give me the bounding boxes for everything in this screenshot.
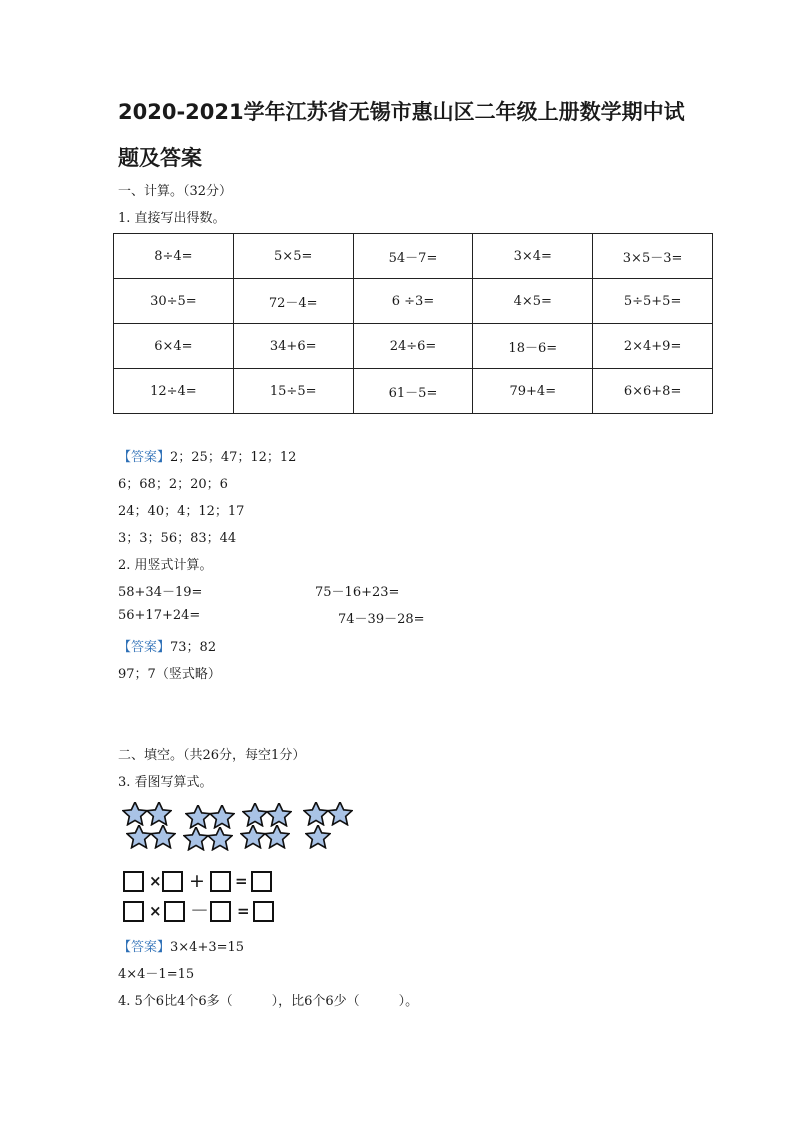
star-icon: [209, 805, 235, 829]
section2-heading: 二、填空。（共26分，每空1分）: [118, 748, 306, 763]
calc-cell: 5×5=: [233, 234, 353, 279]
calc-row: [114, 369, 713, 414]
multiply-sign: ×: [149, 872, 162, 890]
page-title-line1: 2020-2021学年江苏省无锡市惠山区二年级上册数学期中试: [118, 100, 685, 124]
answer-tag: 【答案】: [118, 450, 171, 465]
page-title-line2: 题及答案: [118, 146, 202, 170]
calc-cell: 6×4=: [114, 324, 234, 369]
star-icon: [150, 825, 176, 849]
star-icon: [207, 827, 233, 851]
star-icon: [266, 803, 292, 827]
q3-answer-line: 4×4－1=15: [118, 967, 195, 982]
minus-sign: －: [190, 900, 210, 922]
answer-box[interactable]: [210, 871, 231, 892]
calc-cell: 30÷5=: [114, 279, 234, 324]
q2-item: 75－16+23=: [315, 585, 400, 600]
answer-box[interactable]: [123, 871, 144, 892]
q1-answer-line: [118, 446, 296, 465]
multiply-sign: ×: [149, 902, 162, 920]
q1-prompt: 1. 直接写出得数。: [118, 211, 226, 226]
q1-answer-line: 3；3；56；83；44: [118, 531, 237, 546]
calc-cell: 79+4=: [473, 369, 593, 414]
answer-box[interactable]: [210, 901, 231, 922]
q2-answer-line: [118, 636, 216, 655]
section1-heading: 一、计算。（32分）: [118, 184, 233, 199]
calc-cell: 34+6=: [233, 324, 353, 369]
q4-prompt: 4. 5个6比4个6多（ ），比6个6少（ ）。: [118, 994, 419, 1009]
star-icon: [183, 827, 209, 851]
star-icon: [327, 802, 353, 826]
star-icon: [264, 825, 290, 849]
q3-prompt: 3. 看图写算式。: [118, 775, 213, 790]
star-icon: [185, 805, 211, 829]
star-icon: [305, 825, 331, 849]
calc-cell: 3×4=: [473, 234, 593, 279]
q2-answer-line: 97；7（竖式略）: [118, 667, 221, 682]
answer-tag: 【答案】: [118, 640, 171, 655]
star-icon: [146, 802, 172, 826]
plus-sign: +: [189, 870, 205, 892]
answer-box[interactable]: [253, 901, 274, 922]
equals-sign: =: [235, 872, 248, 890]
q3-answer-line: [118, 936, 244, 955]
calc-row: [114, 324, 713, 369]
answer-text: 73；82: [170, 640, 217, 655]
calc-cell: 18－6=: [473, 324, 593, 369]
answer-box[interactable]: [162, 871, 183, 892]
q2-item: 74－39－28=: [338, 612, 425, 627]
calc-cell: 4×5=: [473, 279, 593, 324]
q1-answer-line: 6；68；2；20；6: [118, 477, 228, 492]
calc-cell: 24÷6=: [353, 324, 473, 369]
answer-text: 3×4+3=15: [170, 940, 245, 955]
q2-prompt: 2. 用竖式计算。: [118, 558, 213, 573]
calc-cell: 72－4=: [233, 279, 353, 324]
calc-cell: 3×5－3=: [593, 234, 713, 279]
star-icon: [240, 825, 266, 849]
calc-cell: 2×4+9=: [593, 324, 713, 369]
calc-cell: 12÷4=: [114, 369, 234, 414]
star-icon: [122, 802, 148, 826]
star-icon: [303, 802, 329, 826]
calc-cell: 5÷5+5=: [593, 279, 713, 324]
calc-row: [114, 234, 713, 279]
calc-cell: 61－5=: [353, 369, 473, 414]
calc-cell: 15÷5=: [233, 369, 353, 414]
star-icon: [242, 803, 268, 827]
answer-box[interactable]: [164, 901, 185, 922]
calc-cell: 6 ÷3=: [353, 279, 473, 324]
calc-table: [113, 233, 713, 414]
answer-text: 2；25；47；12；12: [170, 450, 297, 465]
calc-row: [114, 279, 713, 324]
equals-sign: =: [237, 902, 250, 920]
q2-item: 58+34－19=: [118, 585, 203, 600]
calc-cell: 54－7=: [353, 234, 473, 279]
calc-cell: 8÷4=: [114, 234, 234, 279]
answer-box[interactable]: [123, 901, 144, 922]
calc-cell: 6×6+8=: [593, 369, 713, 414]
q1-answer-line: 24；40；4；12；17: [118, 504, 245, 519]
answer-tag: 【答案】: [118, 940, 171, 955]
star-icon: [126, 825, 152, 849]
answer-box[interactable]: [251, 871, 272, 892]
q2-item: 56+17+24=: [118, 608, 201, 623]
